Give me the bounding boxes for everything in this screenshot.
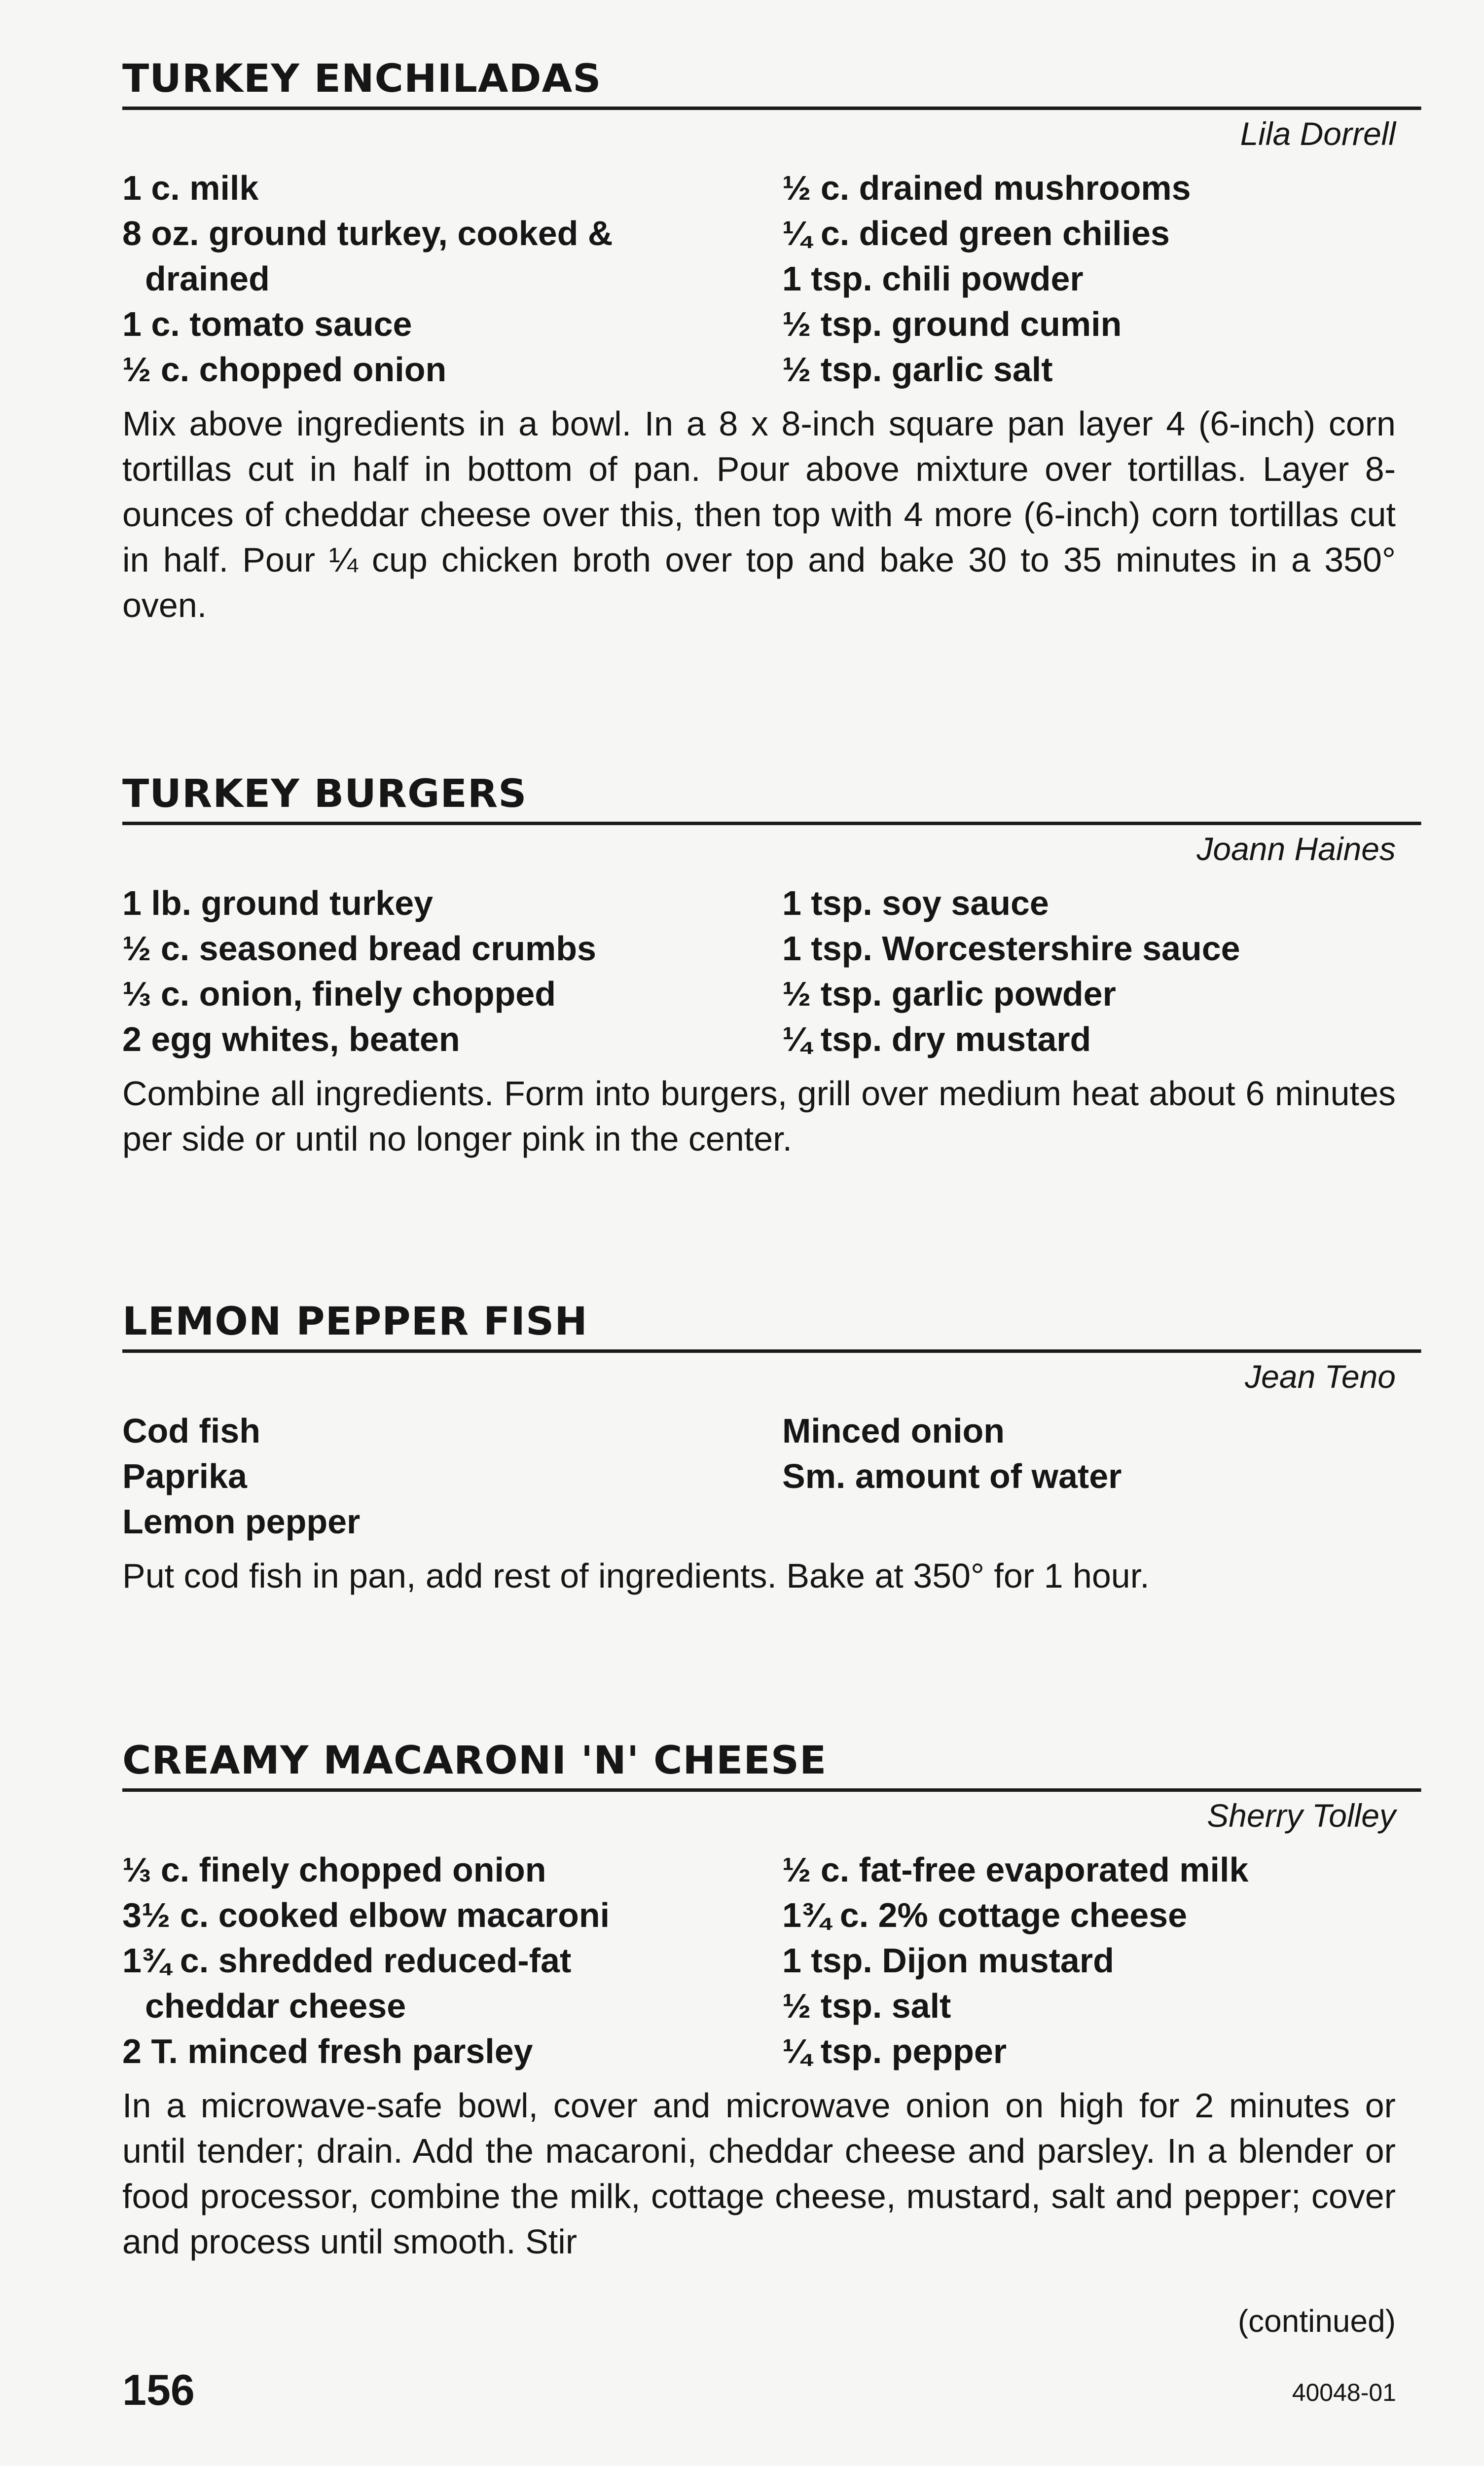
recipe-title: TURKEY ENCHILADAS	[122, 54, 1421, 110]
ingredient: ½ c. chopped onion	[122, 350, 447, 389]
ingredient: ½ tsp. garlic powder	[782, 975, 1116, 1013]
recipe-directions: In a microwave-safe bowl, cover and microwave onion on high for 2 minutes or until tender; drain. Add the macaroni, cheddar cheese and parsley. In a blender or food processor, combine the milk, cottage cheese, mustard, salt and pepper; cover and process until smooth. Stir	[122, 2086, 1396, 2261]
recipe-directions: Mix above ingredients in a bowl. In a 8 x 8-inch square pan layer 4 (6-inch) corn tortillas cut in half in bottom of pan. Pour above mixture over tortillas. Layer 8-ounces of cheddar cheese over this, then top with 4 more (6-inch) corn tortillas cut in half. Pour ¼ cup chicken broth over top and bake 30 to 35 minutes in a 350° oven.	[122, 404, 1396, 624]
ingredient: 1 c. milk	[122, 169, 259, 207]
ingredients-left-column	[122, 1408, 782, 1544]
recipe-directions: Combine all ingredients. Form into burgers, grill over medium heat about 6 minutes per side or until no longer pink in the center.	[122, 1074, 1396, 1158]
recipe-lemon-pepper-fish	[122, 1297, 1396, 1633]
recipe-author: Jean Teno	[1245, 1358, 1396, 1395]
ingredient: Minced onion	[782, 1412, 1005, 1450]
ingredient: 1 lb. ground turkey	[122, 884, 434, 922]
ingredient: ¼ c. diced green chilies	[782, 214, 1170, 253]
page-number: 156	[122, 2365, 195, 2414]
ingredient: ½ tsp. ground cumin	[782, 305, 1122, 343]
ingredient: 1 tsp. soy sauce	[782, 884, 1049, 922]
ingredients-left-column	[122, 880, 782, 1062]
ingredient: ¼ tsp. pepper	[782, 2032, 1007, 2070]
recipe-author: Joann Haines	[1196, 831, 1396, 867]
recipe-turkey-burgers	[122, 769, 1396, 1196]
publication-code: 40048-01	[1292, 2379, 1396, 2406]
recipe-title: TURKEY BURGERS	[122, 769, 1421, 825]
recipe-turkey-enchiladas	[122, 54, 1396, 662]
ingredient: 1 tsp. chili powder	[782, 259, 1084, 298]
ingredient: 1 tsp. Worcestershire sauce	[782, 929, 1240, 968]
ingredient: ½ c. seasoned bread crumbs	[122, 929, 596, 968]
ingredients-right-column	[782, 165, 1396, 392]
ingredients-left-column	[122, 165, 782, 392]
recipe-author: Sherry Tolley	[1207, 1797, 1396, 1834]
ingredient: 1 tsp. Dijon mustard	[782, 1941, 1114, 1980]
ingredient: ½ tsp. salt	[782, 1987, 951, 2025]
recipe-directions: Put cod fish in pan, add rest of ingredients. Bake at 350° for 1 hour.	[122, 1557, 1150, 1595]
ingredient-list	[122, 165, 1396, 392]
ingredient: 8 oz. ground turkey, cooked &	[122, 214, 613, 253]
ingredient: Lemon pepper	[122, 1502, 361, 1541]
ingredient-list	[122, 1408, 1396, 1544]
continued-note: (continued)	[1237, 2303, 1396, 2339]
ingredient: 2 T. minced fresh parsley	[122, 2032, 533, 2070]
recipe-title: LEMON PEPPER FISH	[122, 1297, 1421, 1353]
ingredient: cheddar cheese	[145, 1987, 406, 2025]
ingredient: Paprika	[122, 1457, 247, 1495]
ingredient: 2 egg whites, beaten	[122, 1020, 460, 1058]
ingredient: ½ c. drained mushrooms	[782, 169, 1191, 207]
ingredients-right-column	[782, 880, 1396, 1062]
recipe-author: Lila Dorrell	[1240, 115, 1396, 152]
ingredient: ½ tsp. garlic salt	[782, 350, 1053, 389]
ingredient: 1¾ c. 2% cottage cheese	[782, 1896, 1187, 1934]
ingredient-list	[122, 1847, 1396, 2074]
ingredient: ⅓ c. finely chopped onion	[122, 1850, 546, 1889]
ingredient: Cod fish	[122, 1412, 260, 1450]
ingredient: drained	[145, 259, 270, 298]
ingredients-left-column	[122, 1847, 782, 2074]
ingredient: Sm. amount of water	[782, 1457, 1122, 1495]
recipe-creamy-macaroni-n-cheese	[122, 1736, 1396, 2343]
ingredient: 1 c. tomato sauce	[122, 305, 412, 343]
ingredient: ½ c. fat-free evaporated milk	[782, 1850, 1249, 1889]
recipe-title: CREAMY MACARONI 'N' CHEESE	[122, 1736, 1421, 1792]
ingredient-list	[122, 880, 1396, 1062]
ingredients-right-column	[782, 1847, 1396, 2074]
ingredient: 1¾ c. shredded reduced-fat	[122, 1941, 572, 1980]
ingredient: ⅓ c. onion, finely chopped	[122, 975, 556, 1013]
ingredients-right-column	[782, 1408, 1396, 1544]
ingredient: 3½ c. cooked elbow macaroni	[122, 1896, 610, 1934]
ingredient: ¼ tsp. dry mustard	[782, 1020, 1091, 1058]
